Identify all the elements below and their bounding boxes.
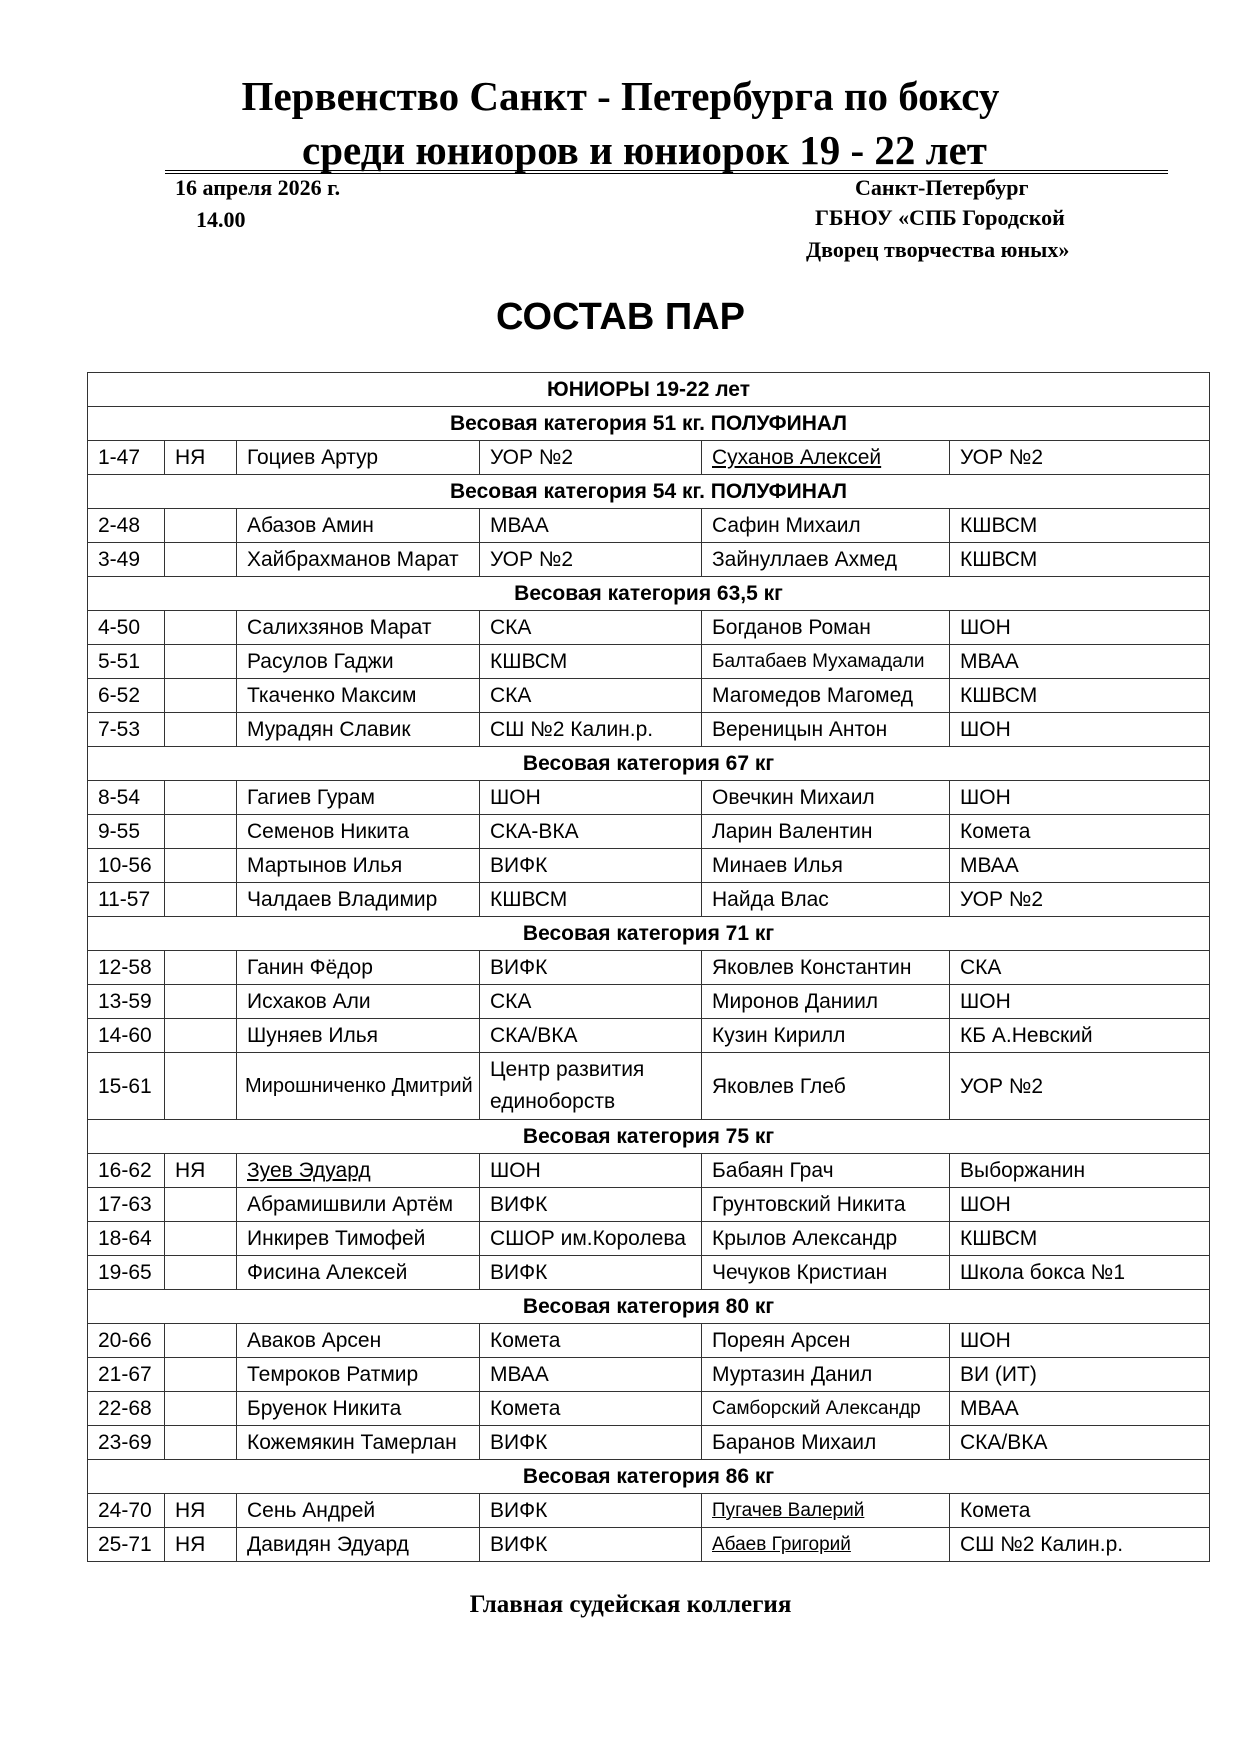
- red-corner-club: ШОН: [480, 781, 702, 815]
- blue-corner-name: Муртазин Данил: [702, 1358, 950, 1392]
- blue-corner-name: Вереницын Антон: [702, 713, 950, 747]
- red-corner-club: ВИФК: [480, 1494, 702, 1528]
- blue-corner-name: Яковлев Константин: [702, 951, 950, 985]
- page-heading: СОСТАВ ПАР: [496, 296, 745, 338]
- red-corner-club: СКА: [480, 679, 702, 713]
- pair-mark: [165, 611, 237, 645]
- pair-mark: [165, 883, 237, 917]
- blue-corner-name: Сафин Михаил: [702, 509, 950, 543]
- pair-mark: [165, 1426, 237, 1460]
- title-line-1: Первенство Санкт - Петербурга по боксу: [241, 73, 1000, 119]
- category-row: [88, 407, 1210, 441]
- category-title: Весовая категория 63,5 кг: [88, 577, 1210, 611]
- red-corner-club: ВИФК: [480, 1256, 702, 1290]
- red-corner-club: УОР №2: [480, 441, 702, 475]
- red-corner-club: УОР №2: [480, 543, 702, 577]
- blue-corner-name: Бабаян Грач: [702, 1154, 950, 1188]
- pair-mark: [165, 1053, 237, 1120]
- pair-mark: [165, 849, 237, 883]
- red-corner-name: Мартынов Илья: [237, 849, 480, 883]
- category-row: [88, 475, 1210, 509]
- pair-number: 23-69: [88, 1426, 165, 1460]
- pair-number: 10-56: [88, 849, 165, 883]
- blue-corner-club: Комета: [950, 1494, 1210, 1528]
- red-corner-club: Центр развития единоборств: [480, 1053, 702, 1120]
- blue-corner-club: ШОН: [950, 1324, 1210, 1358]
- table-row: [88, 679, 1210, 713]
- blue-corner-name: Пугачев Валерий: [702, 1494, 950, 1528]
- category-title: Весовая категория 67 кг: [88, 747, 1210, 781]
- table-row: [88, 985, 1210, 1019]
- red-corner-club: СШОР им.Королева: [480, 1222, 702, 1256]
- pair-mark: [165, 645, 237, 679]
- red-corner-club: ШОН: [480, 1154, 702, 1188]
- pair-mark: [165, 1324, 237, 1358]
- red-corner-name: Исхаков Али: [237, 985, 480, 1019]
- red-corner-name: Инкирев Тимофей: [237, 1222, 480, 1256]
- pair-number: 16-62: [88, 1154, 165, 1188]
- pair-mark: [165, 543, 237, 577]
- red-corner-club: МВАА: [480, 509, 702, 543]
- table-row: [88, 1426, 1210, 1460]
- pair-number: 11-57: [88, 883, 165, 917]
- red-corner-name: Семенов Никита: [237, 815, 480, 849]
- pairs-table: [87, 372, 1210, 1562]
- blue-corner-club: МВАА: [950, 1392, 1210, 1426]
- pair-mark: [165, 1222, 237, 1256]
- pair-number: 19-65: [88, 1256, 165, 1290]
- group-header-row: [88, 373, 1210, 407]
- table-row: [88, 1053, 1210, 1120]
- table-row: [88, 611, 1210, 645]
- blue-corner-club: ШОН: [950, 985, 1210, 1019]
- table-row: [88, 1256, 1210, 1290]
- blue-corner-club: МВАА: [950, 849, 1210, 883]
- pair-mark: [165, 951, 237, 985]
- table-row: [88, 645, 1210, 679]
- pair-number: 17-63: [88, 1188, 165, 1222]
- pair-mark: [165, 679, 237, 713]
- red-corner-club: ВИФК: [480, 1188, 702, 1222]
- table-row: [88, 713, 1210, 747]
- blue-corner-name: Богданов Роман: [702, 611, 950, 645]
- blue-corner-club: УОР №2: [950, 441, 1210, 475]
- table-row: [88, 1392, 1210, 1426]
- pair-mark: [165, 509, 237, 543]
- blue-corner-club: КБ А.Невский: [950, 1019, 1210, 1053]
- pair-mark: НЯ: [165, 1528, 237, 1562]
- title-divider: [165, 170, 1168, 171]
- blue-corner-name: Яковлев Глеб: [702, 1053, 950, 1120]
- blue-corner-club: Комета: [950, 815, 1210, 849]
- event-venue-line-1: ГБНОУ «СПБ Городской: [815, 205, 1065, 230]
- red-corner-club: ВИФК: [480, 1528, 702, 1562]
- blue-corner-club: ШОН: [950, 611, 1210, 645]
- blue-corner-name: Ларин Валентин: [702, 815, 950, 849]
- table-row: [88, 1528, 1210, 1562]
- blue-corner-name: Балтабаев Мухамадали: [702, 645, 950, 679]
- blue-corner-club: Выборжанин: [950, 1154, 1210, 1188]
- red-corner-name: Бруенок Никита: [237, 1392, 480, 1426]
- pair-number: 18-64: [88, 1222, 165, 1256]
- pair-mark: НЯ: [165, 1154, 237, 1188]
- red-corner-name: Кожемякин Тамерлан: [237, 1426, 480, 1460]
- pair-mark: [165, 1392, 237, 1426]
- table-row: [88, 1188, 1210, 1222]
- table-row: [88, 951, 1210, 985]
- red-corner-name: Ткаченко Максим: [237, 679, 480, 713]
- event-venue-line-2: Дворец творчества юных»: [806, 237, 1070, 262]
- pair-mark: НЯ: [165, 441, 237, 475]
- pair-number: 2-48: [88, 509, 165, 543]
- category-row: [88, 747, 1210, 781]
- blue-corner-name: Пореян Арсен: [702, 1324, 950, 1358]
- pair-mark: [165, 1256, 237, 1290]
- blue-corner-name: Кузин Кирилл: [702, 1019, 950, 1053]
- blue-corner-club: КШВСМ: [950, 543, 1210, 577]
- red-corner-name: Гоциев Артур: [237, 441, 480, 475]
- table-row: [88, 1358, 1210, 1392]
- red-corner-name: Абазов Амин: [237, 509, 480, 543]
- pair-number: 22-68: [88, 1392, 165, 1426]
- pair-number: 9-55: [88, 815, 165, 849]
- red-corner-name: Темроков Ратмир: [237, 1358, 480, 1392]
- pair-mark: [165, 815, 237, 849]
- table-row: [88, 815, 1210, 849]
- pair-mark: [165, 713, 237, 747]
- blue-corner-club: Школа бокса №1: [950, 1256, 1210, 1290]
- red-corner-name: Салихзянов Марат: [237, 611, 480, 645]
- red-corner-club: ВИФК: [480, 1426, 702, 1460]
- red-corner-club: МВАА: [480, 1358, 702, 1392]
- blue-corner-club: УОР №2: [950, 883, 1210, 917]
- event-time: 14.00: [196, 207, 246, 232]
- pair-number: 13-59: [88, 985, 165, 1019]
- category-row: [88, 577, 1210, 611]
- category-title: Весовая категория 71 кг: [88, 917, 1210, 951]
- pair-number: 5-51: [88, 645, 165, 679]
- pair-mark: [165, 1358, 237, 1392]
- blue-corner-name: Крылов Александр: [702, 1222, 950, 1256]
- pair-number: 21-67: [88, 1358, 165, 1392]
- blue-corner-club: ШОН: [950, 781, 1210, 815]
- table-row: [88, 781, 1210, 815]
- table-row: [88, 1494, 1210, 1528]
- category-row: [88, 917, 1210, 951]
- red-corner-name: Сень Андрей: [237, 1494, 480, 1528]
- red-corner-club: СКА/ВКА: [480, 1019, 702, 1053]
- red-corner-name: Хайбрахманов Марат: [237, 543, 480, 577]
- pair-number: 20-66: [88, 1324, 165, 1358]
- table-row: [88, 849, 1210, 883]
- blue-corner-club: СКА/ВКА: [950, 1426, 1210, 1460]
- pair-number: 14-60: [88, 1019, 165, 1053]
- table-row: [88, 509, 1210, 543]
- blue-corner-name: Минаев Илья: [702, 849, 950, 883]
- blue-corner-club: КШВСМ: [950, 679, 1210, 713]
- footer-signature: Главная судейская коллегия: [469, 1591, 792, 1618]
- event-city: Санкт-Петербург: [855, 175, 1029, 200]
- blue-corner-name: Зайнуллаев Ахмед: [702, 543, 950, 577]
- table-row: [88, 1324, 1210, 1358]
- red-corner-name: Мурадян Славик: [237, 713, 480, 747]
- red-corner-club: КШВСМ: [480, 883, 702, 917]
- pair-number: 7-53: [88, 713, 165, 747]
- pair-mark: [165, 985, 237, 1019]
- table-row: [88, 441, 1210, 475]
- red-corner-name: Аваков Арсен: [237, 1324, 480, 1358]
- pair-mark: НЯ: [165, 1494, 237, 1528]
- category-row: [88, 1460, 1210, 1494]
- red-corner-club: СКА: [480, 985, 702, 1019]
- pair-mark: [165, 781, 237, 815]
- group-title: ЮНИОРЫ 19-22 лет: [88, 373, 1210, 407]
- category-title: Весовая категория 86 кг: [88, 1460, 1210, 1494]
- red-corner-name: Чалдаев Владимир: [237, 883, 480, 917]
- red-corner-name: Мирошниченко Дмитрий: [237, 1053, 480, 1120]
- pair-number: 15-61: [88, 1053, 165, 1120]
- blue-corner-name: Грунтовский Никита: [702, 1188, 950, 1222]
- event-date: 16 апреля 2026 г.: [175, 175, 341, 200]
- category-row: [88, 1290, 1210, 1324]
- category-title: Весовая категория 54 кг. ПОЛУФИНАЛ: [88, 475, 1210, 509]
- category-row: [88, 1120, 1210, 1154]
- table-row: [88, 1222, 1210, 1256]
- red-corner-club: ВИФК: [480, 951, 702, 985]
- category-title: Весовая категория 51 кг. ПОЛУФИНАЛ: [88, 407, 1210, 441]
- title-divider-second: [165, 173, 1168, 174]
- pair-number: 1-47: [88, 441, 165, 475]
- red-corner-club: Комета: [480, 1324, 702, 1358]
- blue-corner-name: Чечуков Кристиан: [702, 1256, 950, 1290]
- blue-corner-club: МВАА: [950, 645, 1210, 679]
- blue-corner-name: Баранов Михаил: [702, 1426, 950, 1460]
- blue-corner-name: Магомедов Магомед: [702, 679, 950, 713]
- red-corner-name: Гагиев Гурам: [237, 781, 480, 815]
- blue-corner-name: Миронов Даниил: [702, 985, 950, 1019]
- table-row: [88, 1154, 1210, 1188]
- blue-corner-club: ШОН: [950, 713, 1210, 747]
- blue-corner-club: СШ №2 Калин.р.: [950, 1528, 1210, 1562]
- blue-corner-name: Суханов Алексей: [702, 441, 950, 475]
- red-corner-name: Зуев Эдуард: [237, 1154, 480, 1188]
- blue-corner-club: КШВСМ: [950, 1222, 1210, 1256]
- category-title: Весовая категория 80 кг: [88, 1290, 1210, 1324]
- pair-number: 12-58: [88, 951, 165, 985]
- category-title: Весовая категория 75 кг: [88, 1120, 1210, 1154]
- red-corner-club: КШВСМ: [480, 645, 702, 679]
- red-corner-name: Абрамишвили Артём: [237, 1188, 480, 1222]
- title-line-2: среди юниоров и юниорок 19 - 22 лет: [302, 127, 987, 173]
- blue-corner-name: Абаев Григорий: [702, 1528, 950, 1562]
- blue-corner-club: ШОН: [950, 1188, 1210, 1222]
- pair-number: 24-70: [88, 1494, 165, 1528]
- red-corner-club: СКА: [480, 611, 702, 645]
- pair-mark: [165, 1188, 237, 1222]
- blue-corner-name: Найда Влас: [702, 883, 950, 917]
- red-corner-name: Шуняев Илья: [237, 1019, 480, 1053]
- blue-corner-name: Овечкин Михаил: [702, 781, 950, 815]
- pair-number: 4-50: [88, 611, 165, 645]
- blue-corner-club: СКА: [950, 951, 1210, 985]
- pair-number: 8-54: [88, 781, 165, 815]
- pair-number: 3-49: [88, 543, 165, 577]
- blue-corner-club: ВИ (ИТ): [950, 1358, 1210, 1392]
- red-corner-club: СКА-ВКА: [480, 815, 702, 849]
- blue-corner-club: УОР №2: [950, 1053, 1210, 1120]
- red-corner-name: Ганин Фёдор: [237, 951, 480, 985]
- red-corner-club: ВИФК: [480, 849, 702, 883]
- red-corner-name: Расулов Гаджи: [237, 645, 480, 679]
- blue-corner-club: КШВСМ: [950, 509, 1210, 543]
- pair-number: 6-52: [88, 679, 165, 713]
- pair-number: 25-71: [88, 1528, 165, 1562]
- red-corner-club: СШ №2 Калин.р.: [480, 713, 702, 747]
- blue-corner-name: Самборский Александр: [702, 1392, 950, 1426]
- red-corner-name: Фисина Алексей: [237, 1256, 480, 1290]
- red-corner-name: Давидян Эдуард: [237, 1528, 480, 1562]
- table-row: [88, 1019, 1210, 1053]
- red-corner-club: Комета: [480, 1392, 702, 1426]
- table-row: [88, 543, 1210, 577]
- pair-mark: [165, 1019, 237, 1053]
- table-row: [88, 883, 1210, 917]
